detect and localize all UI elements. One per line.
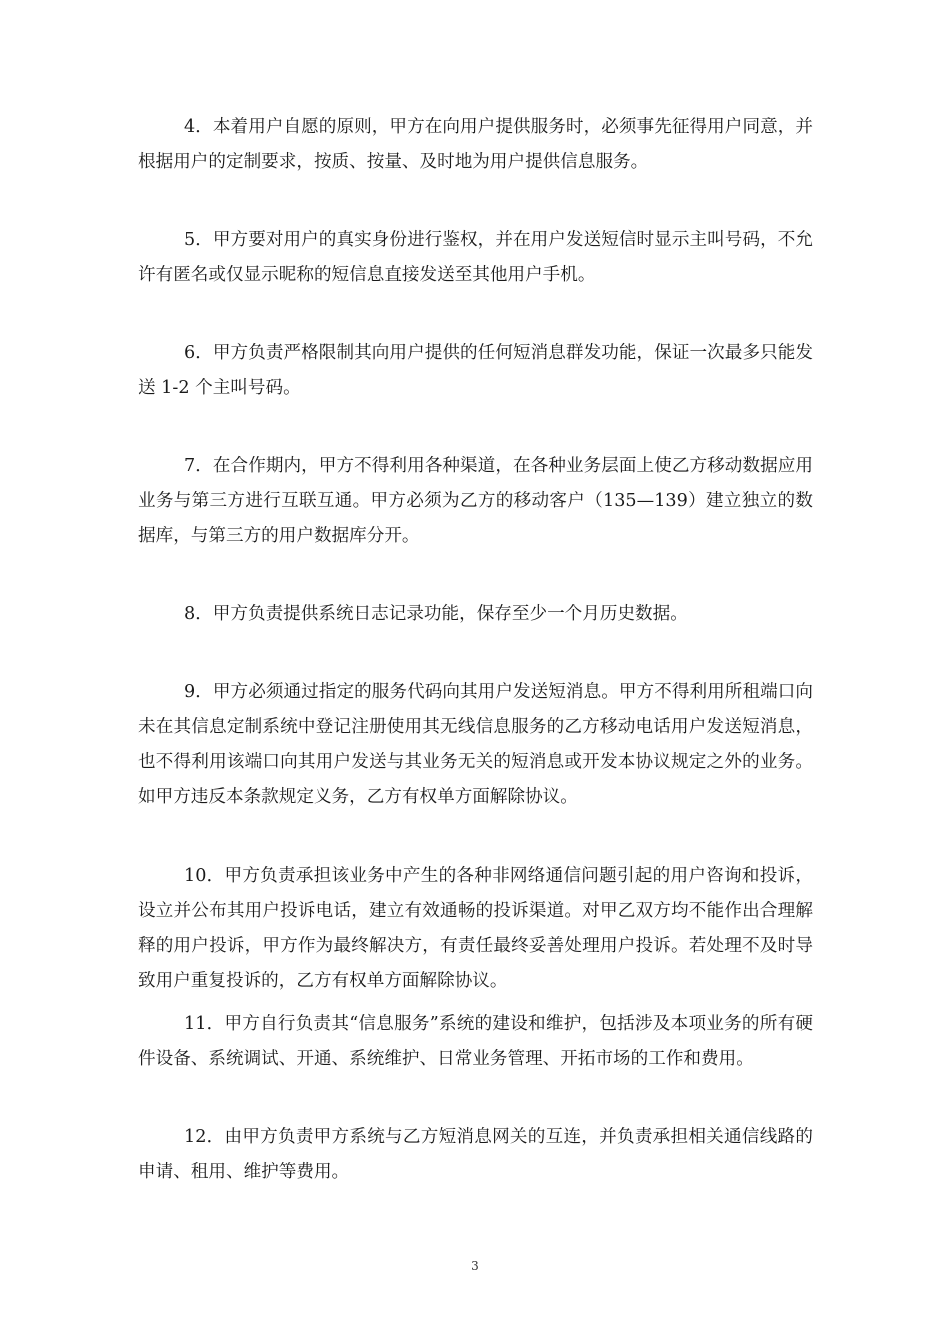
clause-11-paragraph: 11．甲方自行负责其“信息服务”系统的建设和维护，包括涉及本项业务的所有硬件设备、系统调试、开通、系统维护、日常业务管理、开拓市场的工作和费用。 (138, 1014, 813, 1069)
clause-12-paragraph: 12．由甲方负责甲方系统与乙方短消息网关的互连，并负责承担相关通信线路的申请、租用、维护等费用。 (138, 1127, 813, 1182)
page-number: 3 (471, 1259, 479, 1273)
clause-8-paragraph: 8．甲方负责提供系统日志记录功能，保存至少一个月历史数据。 (184, 604, 688, 624)
clause-9-paragraph: 9．甲方必须通过指定的服务代码向其用户发送短消息。甲方不得利用所租端口向未在其信息定制系统中登记注册使用其无线信息服务的乙方移动电话用户发送短消息，也不得利用该端口向其用户发送与其业务无关的短消息或开发本协议规定之外的业务。如甲方违反本条款规定义务，乙方有权单方面解除协议。 (138, 682, 813, 807)
clause-5-paragraph: 5．甲方要对用户的真实身份进行鉴权，并在用户发送短信时显示主叫号码，不允许有匿名或仅显示昵称的短信息直接发送至其他用户手机。 (138, 230, 813, 285)
clause-4-paragraph: 4．本着用户自愿的原则，甲方在向用户提供服务时，必须事先征得用户同意，并根据用户的定制要求，按质、按量、及时地为用户提供信息服务。 (138, 117, 813, 172)
clause-7-paragraph: 7．在合作期内，甲方不得利用各种渠道，在各种业务层面上使乙方移动数据应用业务与第三方进行互联互通。甲方必须为乙方的移动客户（135—139）建立独立的数据库，与第三方的用户数据库分开。 (138, 456, 813, 546)
clause-10-paragraph: 10．甲方负责承担该业务中产生的各种非网络通信问题引起的用户咨询和投诉，设立并公布其用户投诉电话，建立有效通畅的投诉渠道。对甲乙双方均不能作出合理解释的用户投诉，甲方作为最终解决方，有责任最终妥善处理用户投诉。若处理不及时导致用户重复投诉的，乙方有权单方面解除协议。 (138, 866, 813, 991)
clause-6-paragraph: 6．甲方负责严格限制其向用户提供的任何短消息群发功能，保证一次最多只能发送 1-2 个主叫号码。 (138, 343, 813, 398)
